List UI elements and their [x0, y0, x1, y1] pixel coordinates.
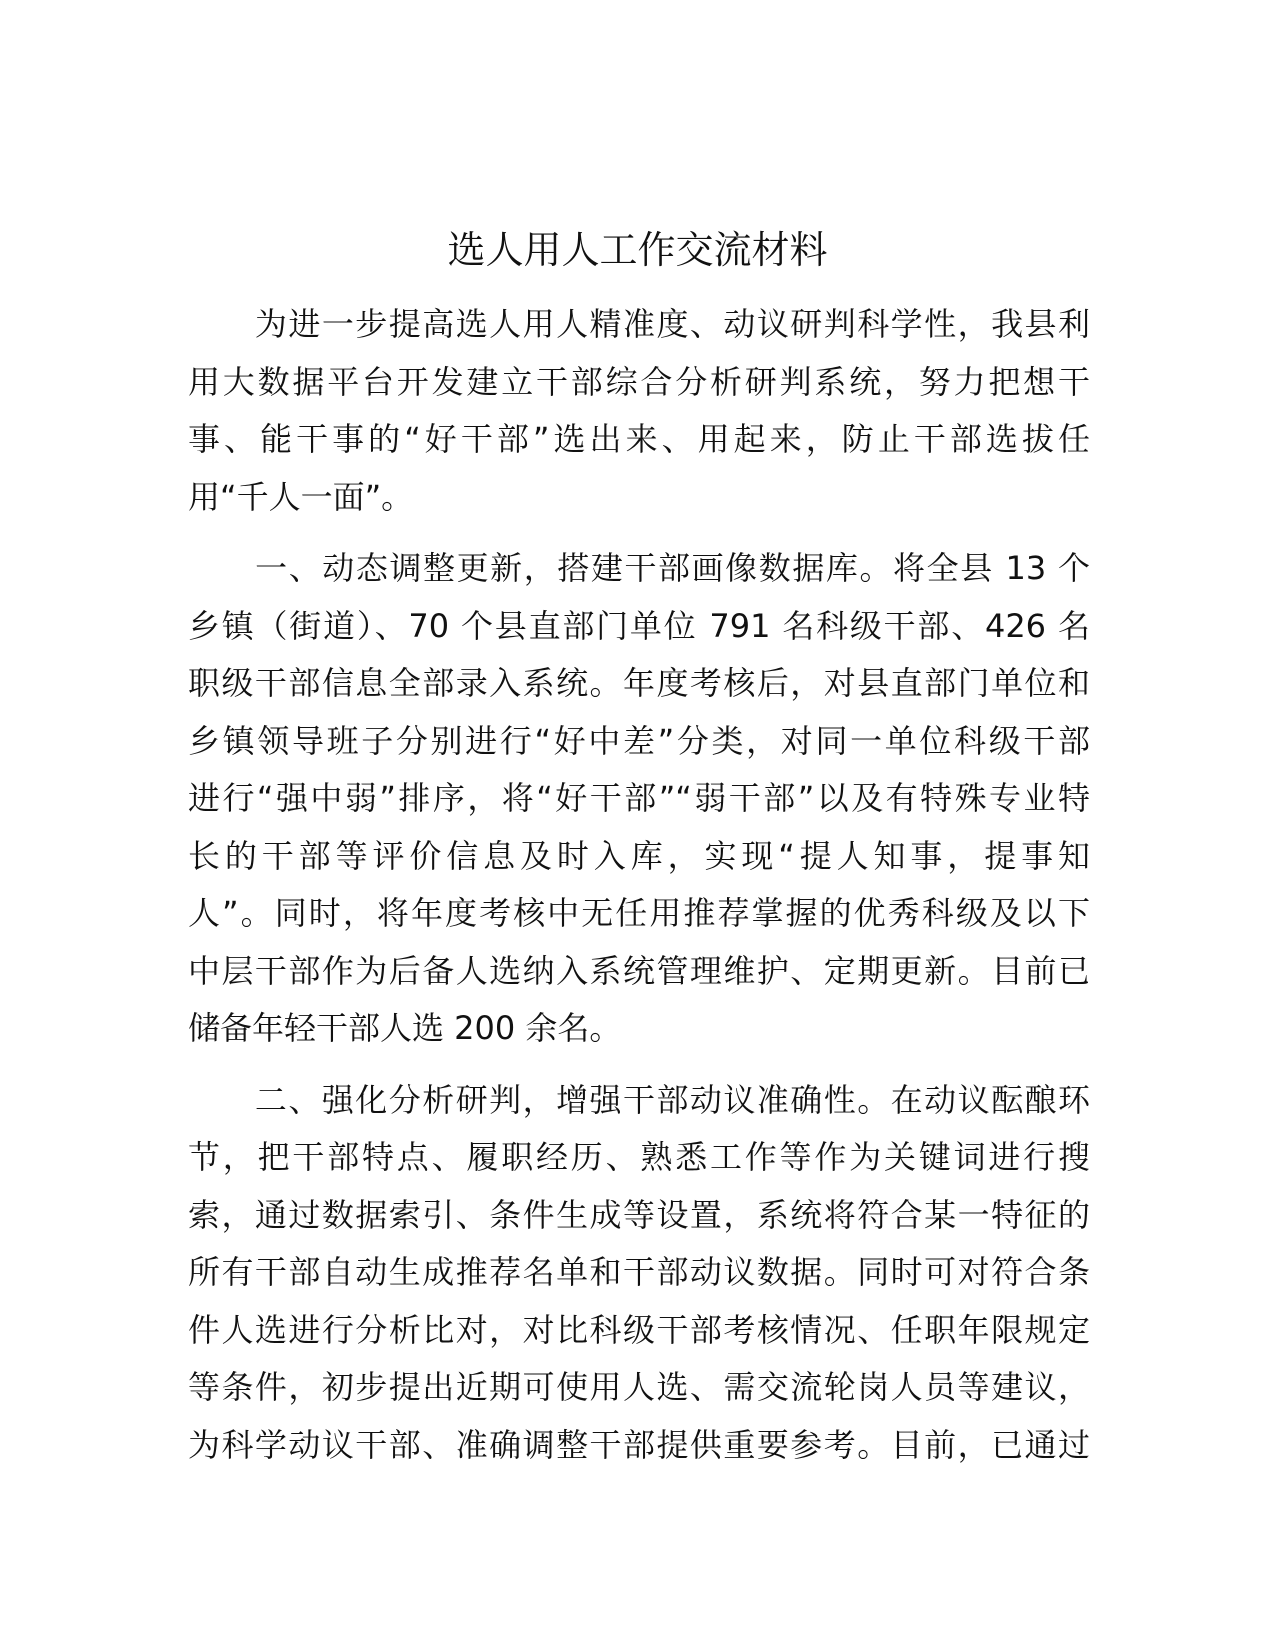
- text-line: 乡镇（街道）、70 个县直部门单位 791 名科级干部、426 名: [188, 606, 1090, 645]
- text-line: 长的干部等评价信息及时入库，实现“提人知事，提事知: [188, 836, 1090, 875]
- document-title: 选人用人工作交流材料: [447, 228, 828, 272]
- document-body: [188, 296, 1090, 1488]
- text-line: 事、能干事的“好干部”选出来、用起来，防止干部选拔任: [188, 420, 1090, 458]
- text-line: 中层干部作为后备人选纳入系统管理维护、定期更新。目前已: [188, 951, 1090, 990]
- text-line: 职级干部信息全部录入系统。年度考核后，对县直部门单位和: [188, 664, 1090, 702]
- text-line: 进行“强中弱”排序，将“好干部”“弱干部”以及有特殊专业特: [188, 779, 1090, 817]
- text-line: 件人选进行分析比对，对比科级干部考核情况、任职年限规定: [188, 1310, 1090, 1349]
- text-line: 二、强化分析研判，增强干部动议准确性。在动议酝酿环: [188, 1080, 1090, 1119]
- paragraph-section-one: [188, 540, 1090, 1058]
- text-line: 一、动态调整更新，搭建干部画像数据库。将全县 13 个: [188, 549, 1090, 587]
- text-line: 所有干部自动生成推荐名单和干部动议数据。同时可对符合条: [188, 1253, 1090, 1291]
- text-line: 乡镇领导班子分别进行“好中差”分类，对同一单位科级干部: [188, 721, 1090, 760]
- text-line: 节，把干部特点、履职经历、熟悉工作等作为关键词进行搜: [188, 1138, 1090, 1176]
- text-line: 索，通过数据索引、条件生成等设置，系统将符合某一特征的: [188, 1195, 1090, 1234]
- text-line: 储备年轻干部人选 200 余名。: [188, 1009, 622, 1047]
- text-line: 人”。同时，将年度考核中无任用推荐掌握的优秀科级及以下: [188, 894, 1090, 932]
- text-line: 为进一步提高选人用人精准度、动议研判科学性，我县利: [188, 305, 1090, 343]
- paragraph-section-two: [188, 1072, 1090, 1475]
- text-line: 为科学动议干部、准确调整干部提供重要参考。目前，已通过: [188, 1425, 1090, 1464]
- paragraph-intro: [188, 296, 1090, 526]
- text-line: 等条件，初步提出近期可使用人选、需交流轮岗人员等建议，: [188, 1368, 1090, 1406]
- text-line: 用“千人一面”。: [188, 477, 414, 516]
- text-line: 用大数据平台开发建立干部综合分析研判系统，努力把想干: [188, 362, 1090, 401]
